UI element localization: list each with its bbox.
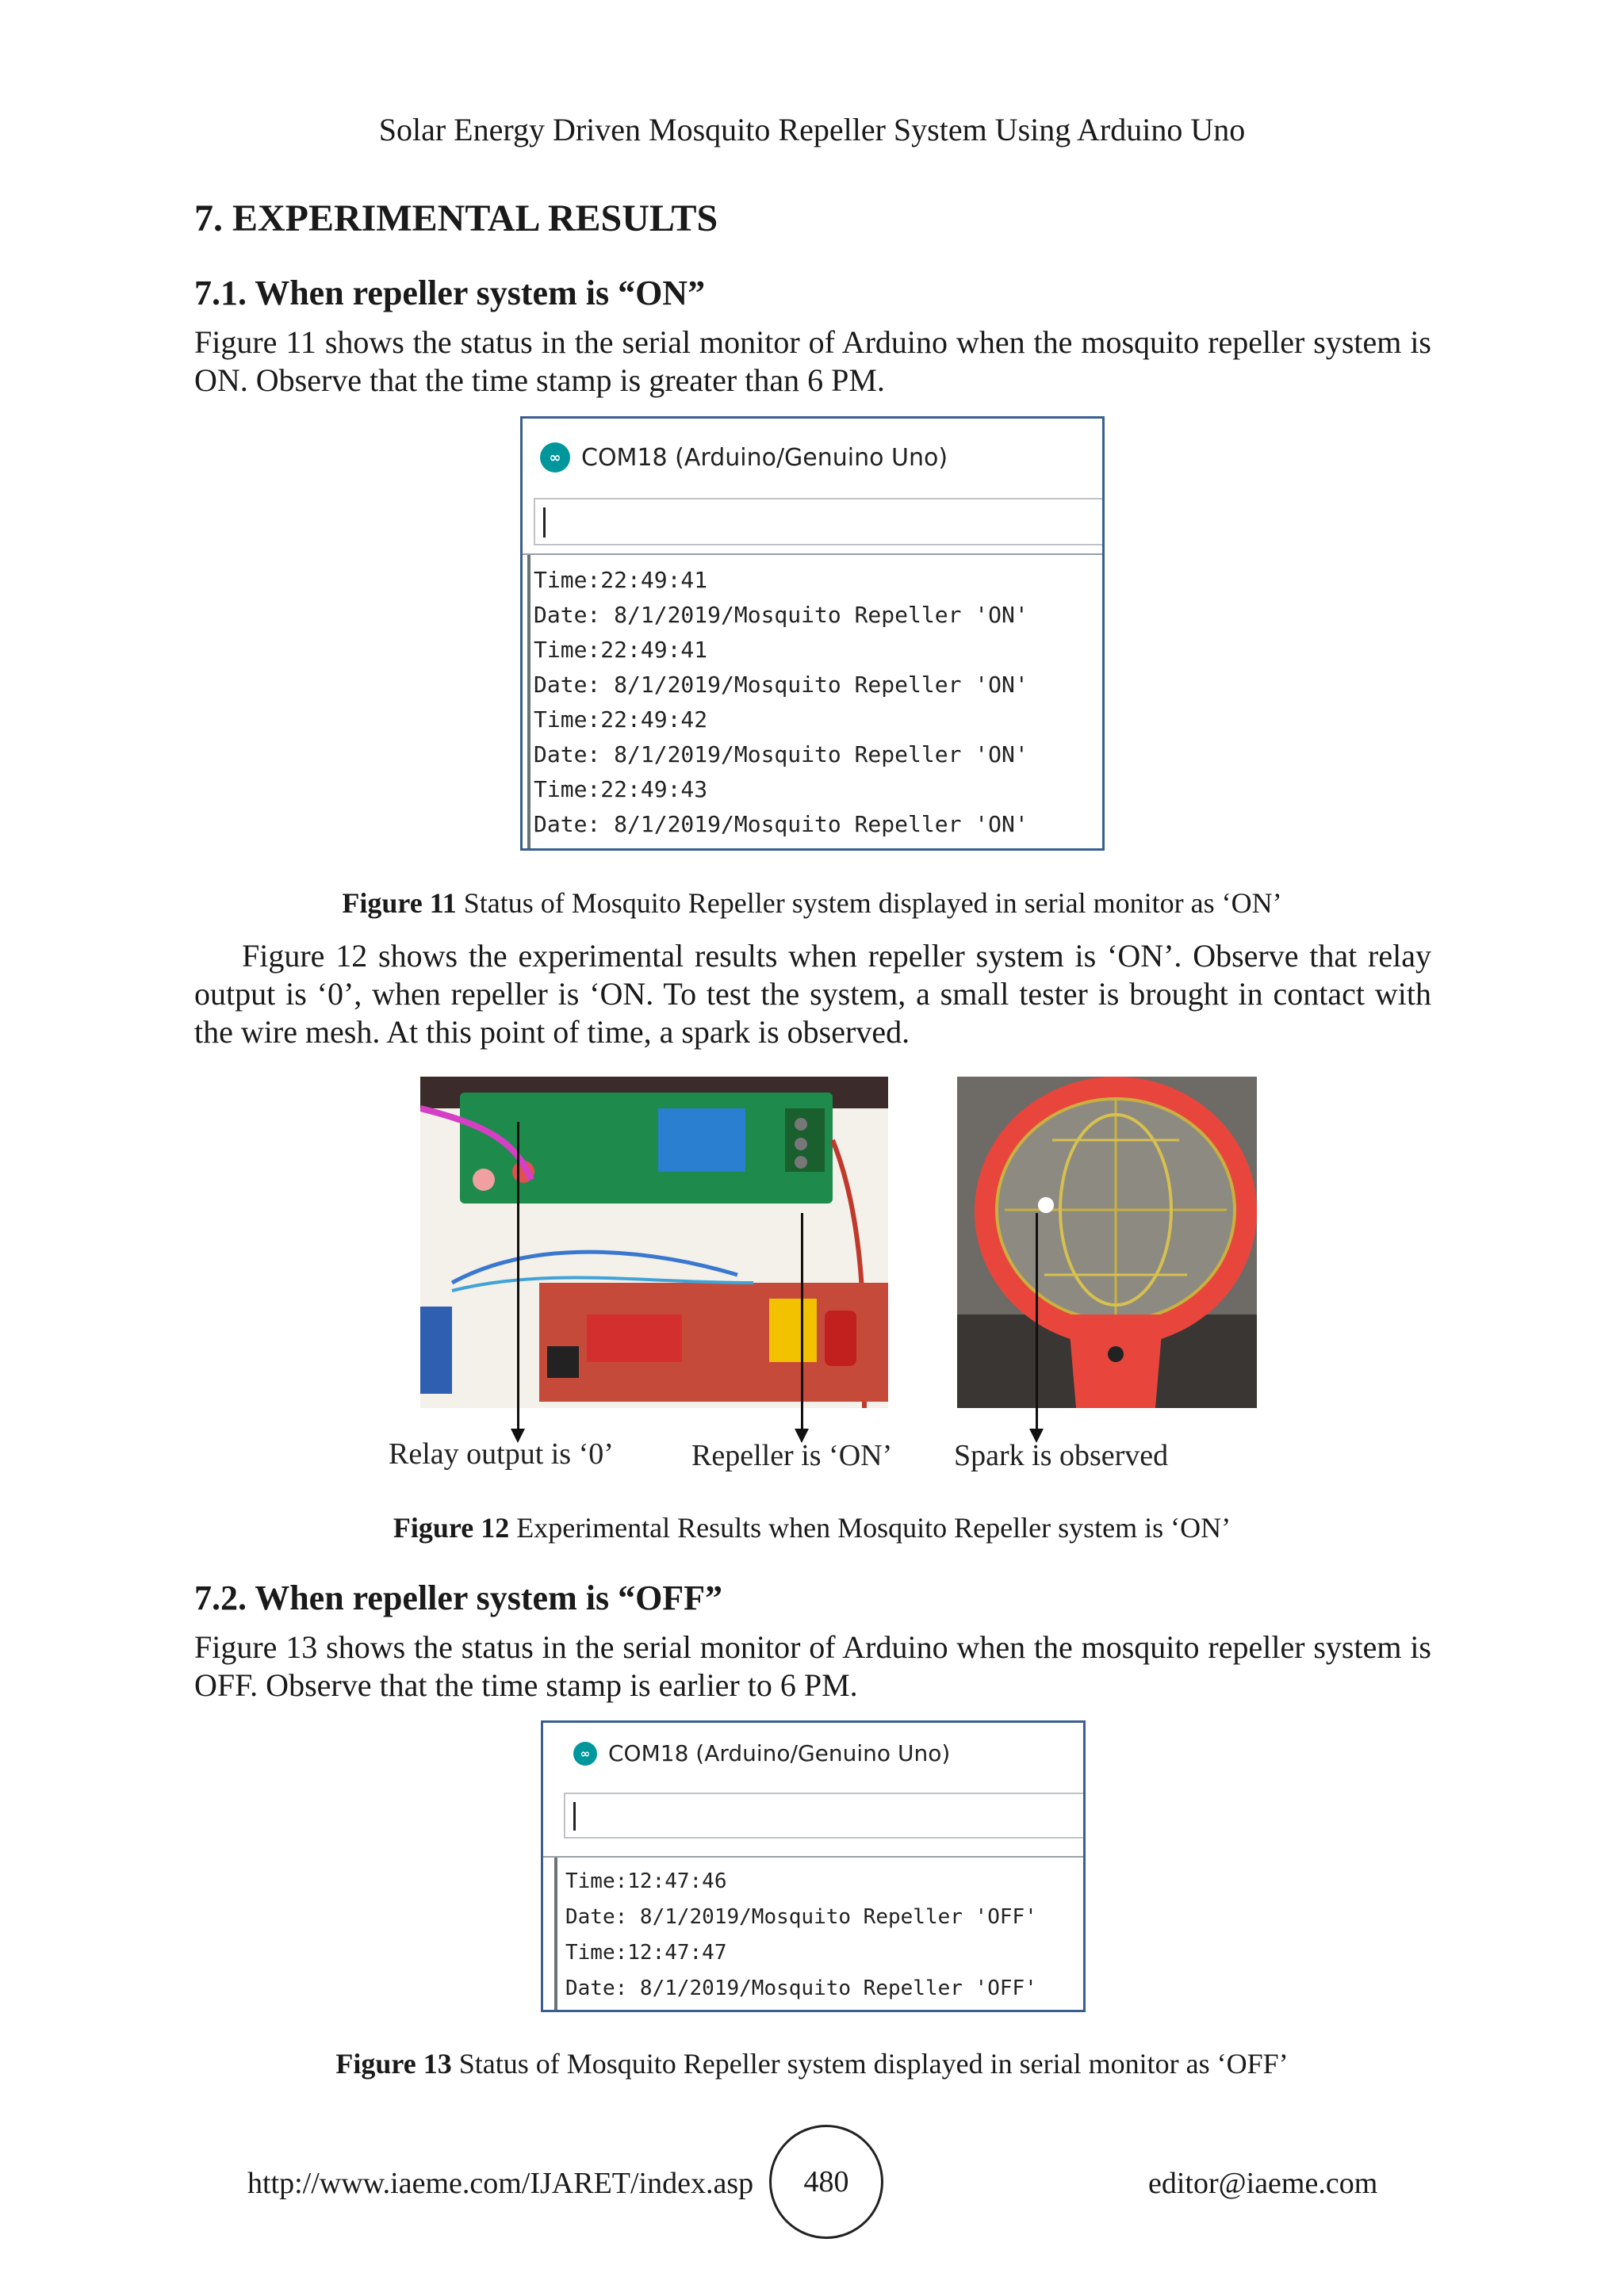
log-left-border bbox=[554, 1858, 557, 2010]
caption-label: Figure 13 bbox=[335, 2048, 452, 2080]
serial-window-title: COM18 (Arduino/Genuino Uno) bbox=[608, 1740, 951, 1766]
caption-label: Figure 12 bbox=[393, 1512, 510, 1544]
subsection-heading-off: 7.2. When repeller system is “OFF” bbox=[194, 1578, 723, 1617]
log-line: Date: 8/1/2019/Mosquito Repeller 'ON' bbox=[534, 741, 1028, 767]
log-line: Date: 8/1/2019/Mosquito Repeller 'ON' bbox=[534, 602, 1028, 628]
footer-url-link[interactable]: http://www.iaeme.com/IJARET/index.asp bbox=[247, 2167, 754, 2200]
arrow-spark bbox=[1036, 1213, 1038, 1431]
arduino-logo-icon: ∞ bbox=[573, 1742, 597, 1766]
text-cursor bbox=[573, 1802, 576, 1831]
caption-text: Status of Mosquito Repeller system displayed in serial monitor as ‘OFF’ bbox=[451, 2048, 1289, 2080]
log-line: Time:22:49:41 bbox=[534, 637, 708, 663]
section-heading: 7. EXPERIMENTAL RESULTS bbox=[194, 197, 718, 239]
log-line: Date: 8/1/2019/Mosquito Repeller 'ON' bbox=[534, 811, 1028, 837]
label-spark-observed: Spark is observed bbox=[954, 1439, 1169, 1472]
racket-photo bbox=[957, 1077, 1257, 1408]
serial-monitor-off bbox=[541, 1720, 1086, 2012]
paragraph-fig13-intro: Figure 13 shows the status in the serial monitor of Arduino when the mosquito repeller system is OFF. Observe that the time stamp is earlier to 6 PM. bbox=[194, 1629, 1431, 1703]
log-line: Time:12:47:46 bbox=[565, 1869, 727, 1893]
serial-title-bar bbox=[573, 1740, 950, 1766]
serial-monitor-on bbox=[520, 416, 1105, 851]
log-line: Date: 8/1/2019/Mosquito Repeller 'ON' bbox=[534, 672, 1028, 698]
log-left-border bbox=[527, 555, 530, 848]
arrow-relay bbox=[517, 1122, 519, 1431]
paragraph-fig12-intro: Figure 12 shows the experimental results when repeller system is ‘ON’. Observe that relay output is ‘0’, when repeller is ‘ON. To test the system, a small tester is brought in contact with the wire mesh. At this point of time, a spark is observed. bbox=[194, 938, 1431, 1050]
log-line: Time:22:49:41 bbox=[534, 567, 708, 593]
figure-12-caption bbox=[0, 1511, 1624, 1544]
log-line: Time:12:47:47 bbox=[565, 1941, 727, 1965]
arduino-logo-icon: ∞ bbox=[540, 442, 570, 473]
serial-output-log bbox=[523, 553, 1102, 848]
log-line: Time:22:49:42 bbox=[534, 706, 708, 733]
serial-input-field[interactable] bbox=[534, 498, 1105, 545]
label-repeller-on: Repeller is ‘ON’ bbox=[691, 1439, 893, 1472]
caption-label: Figure 11 bbox=[342, 887, 457, 919]
figure-11-caption bbox=[0, 886, 1624, 920]
arrow-repeller bbox=[801, 1213, 803, 1431]
serial-input-field[interactable] bbox=[564, 1793, 1086, 1839]
caption-text: Status of Mosquito Repeller system displayed in serial monitor as ‘ON’ bbox=[456, 887, 1282, 919]
figure-13-caption bbox=[0, 2047, 1624, 2080]
racket-illustration bbox=[957, 1077, 1257, 1408]
footer-email-link[interactable]: editor@iaeme.com bbox=[1148, 2167, 1378, 2200]
running-title: Solar Energy Driven Mosquito Repeller System Using Arduino Uno bbox=[378, 112, 1246, 147]
circuit-illustration bbox=[420, 1077, 888, 1408]
label-relay-output: Relay output is ‘0’ bbox=[389, 1437, 614, 1471]
page-number: 480 bbox=[769, 2125, 883, 2239]
log-line: Date: 8/1/2019/Mosquito Repeller 'OFF' bbox=[565, 1905, 1037, 1929]
text-cursor bbox=[543, 507, 546, 538]
caption-text: Experimental Results when Mosquito Repeller system is ‘ON’ bbox=[509, 1512, 1231, 1544]
log-line: Date: 8/1/2019/Mosquito Repeller 'OFF' bbox=[565, 1976, 1037, 2000]
circuit-photo bbox=[420, 1077, 888, 1408]
serial-output-log bbox=[543, 1856, 1083, 2010]
serial-title-bar bbox=[540, 442, 948, 473]
serial-window-title: COM18 (Arduino/Genuino Uno) bbox=[581, 443, 948, 472]
subsection-heading-on: 7.1. When repeller system is “ON” bbox=[194, 274, 706, 312]
log-line: Time:22:49:43 bbox=[534, 776, 708, 802]
paragraph-fig11-intro: Figure 11 shows the status in the serial monitor of Arduino when the mosquito repeller system is ON. Observe that the time stamp is greater than 6 PM. bbox=[194, 324, 1431, 398]
